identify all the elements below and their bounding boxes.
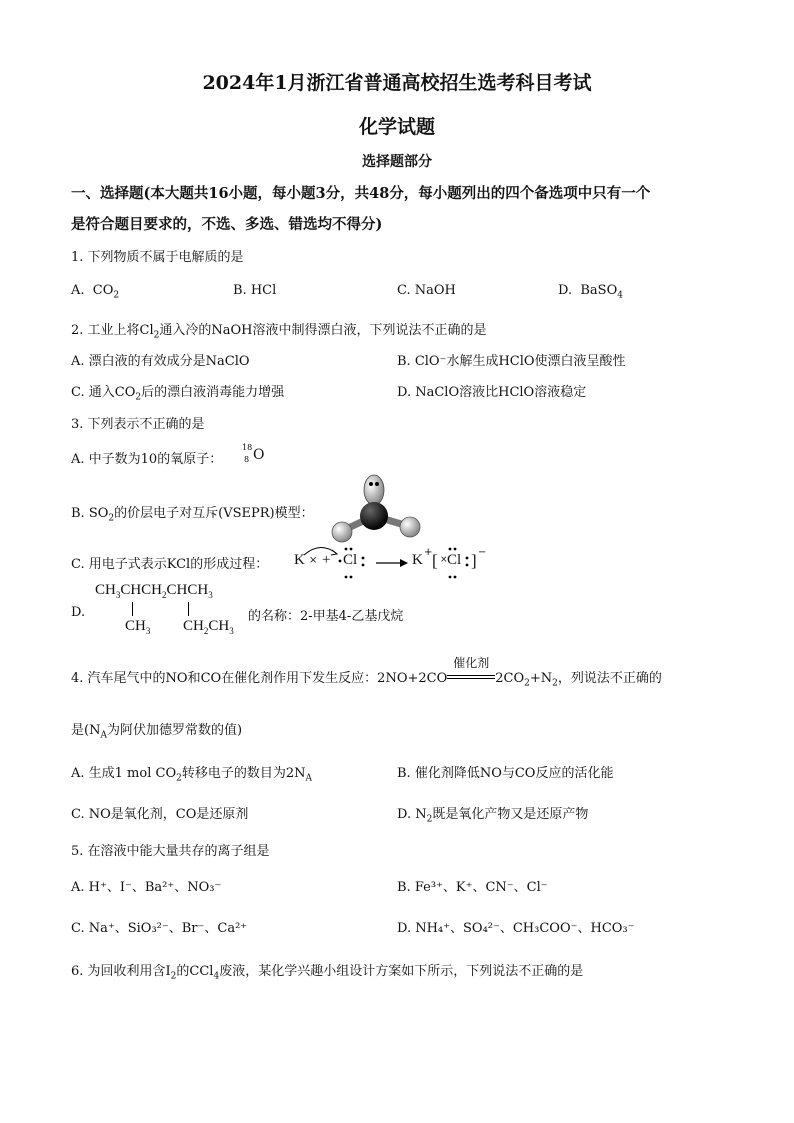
q1-option-c: C. NaOH [397, 283, 456, 298]
q2-option-c: C. 通入$CO_2$后的漂白液消毒能力增强 [71, 385, 285, 403]
part-heading: 选择题部分 [362, 154, 432, 170]
q3-option-d-label: D. [71, 605, 86, 620]
q3-option-c: C. 用电子式表示KCl的形成过程： [71, 557, 269, 572]
exam-title: 2024年1月浙江省普通高校招生选考科目考试 [202, 72, 592, 94]
q4-option-d: D. $N_2$既是氧化产物又是还原产物 [397, 807, 589, 825]
q1-stem: 1. 下列物质不属于电解质的是 [71, 250, 244, 265]
exam-subtitle: 化学试题 [358, 116, 435, 138]
x-electron-product: × [440, 555, 448, 565]
section-heading-line2: 是符合题目要求的，不选、多选、错选均不得分) [71, 216, 383, 233]
q3-option-b: B. $SO_2$的价层电子对互斥(VSEPR)模型： [71, 506, 314, 524]
q6-stem: 6. 为回收利用含$I_2$的CCl$_4$废液，某化学兴趣小组设计方案如下所示，下列说法不正确的是 [71, 964, 584, 982]
oxygen-isotope-notation: 18 8 O [242, 443, 265, 464]
q3-stem: 3. 下列表示不正确的是 [71, 417, 205, 432]
bond-line-2 [188, 602, 189, 616]
vsepr-model-image [326, 470, 436, 550]
q5-option-b: B. Fe³⁺、K⁺、CN⁻、Cl⁻ [397, 880, 548, 895]
q2-stem: 2. 工业上将$Cl_2$通入冷的NaOH溶液中制得漂白液，下列说法不正确的是 [71, 323, 487, 341]
structural-formula: $CH_3CHCH_2CHCH_3$ $CH_3$ $CH_2CH_3$ [95, 582, 234, 636]
q2-option-d: D. NaClO溶液比HClO溶液稳定 [397, 385, 587, 400]
bracket-open: [ [432, 551, 438, 570]
catalyst-arrow: 催化剂 [447, 674, 495, 684]
q5-option-a: A. H⁺、I⁻、Ba²⁺、NO₃⁻ [71, 880, 222, 895]
q1-option-d: D. BaSO$_4$ [558, 283, 623, 301]
q4-option-c: C. NO是氧化剂，CO是还原剂 [71, 807, 249, 822]
q1-option-b: B. HCl [233, 283, 277, 298]
q1-option-a: A. $CO_2$ [71, 283, 120, 301]
kcl-electron-formula: K × + Cl K + [ × Cl ] − [290, 541, 490, 581]
x-electron: × [309, 555, 318, 566]
q5-stem: 5. 在溶液中能大量共存的离子组是 [71, 844, 270, 859]
q3-option-a: A. 中子数为10的氧原子： [71, 452, 223, 467]
q4-option-a: A. 生成1 mol $CO_2$转移电子的数目为$2N_A$ [71, 766, 312, 784]
bond-line-1 [132, 602, 133, 616]
q4-stem: 4. 汽车尾气中的NO和CO在催化剂作用下发生反应：2NO+2CO 催化剂 $2CO_2+N_2$，列说法不正确的 [71, 655, 662, 689]
q5-option-c: C. Na⁺、SiO₃²⁻、Br⁻、Ca²⁺ [71, 921, 248, 936]
bracket-close: ] [471, 551, 477, 570]
q4-option-b: B. 催化剂降低NO与CO反应的活化能 [397, 766, 614, 781]
q2-option-a: A. 漂白液的有效成分是NaClO [71, 354, 250, 369]
q3-option-d-name: 的名称：2-甲基4-乙基戊烷 [248, 609, 404, 624]
section-heading-line1: 一、选择题(本大题共16小题，每小题3分，共48分，每小题列出的四个备选项中只有一个 [71, 185, 651, 202]
q2-option-b: B. ClO⁻水解生成HClO使漂白液呈酸性 [397, 354, 626, 369]
q4-stem-line2: 是($N_A$为阿伏加德罗常数的值) [71, 723, 243, 741]
q5-option-d: D. NH₄⁺、SO₄²⁻、CH₃COO⁻、HCO₃⁻ [397, 921, 635, 936]
